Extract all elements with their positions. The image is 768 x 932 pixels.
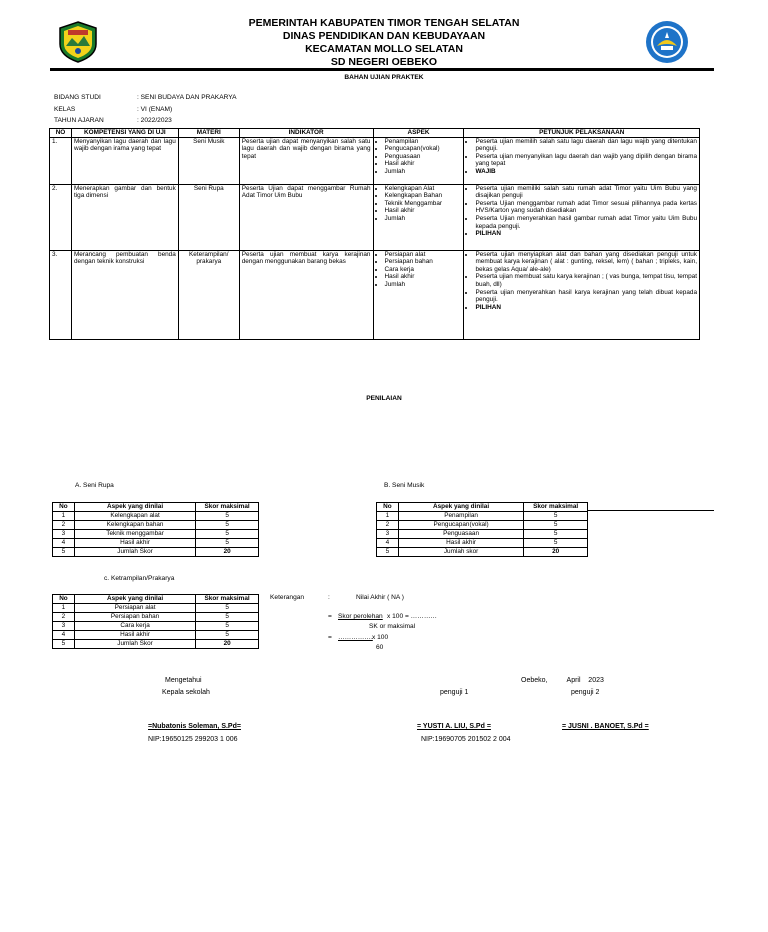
exam-table (49, 128, 700, 340)
row-petunjuk (464, 250, 700, 339)
kepala-sekolah-nip: NIP:19650125 299203 1 006 (148, 736, 238, 743)
cell-skor: 5 (196, 631, 259, 640)
aspek-item: • Pengucapan(vokal) (385, 145, 462, 153)
table-row (377, 548, 588, 557)
row-no: 1. (50, 137, 72, 184)
table-row (377, 512, 588, 521)
seni-musik-title: B. Seni Musik (384, 482, 425, 489)
formula-blank: ……………. (338, 634, 373, 641)
cell-no: 2 (377, 521, 399, 530)
document-subtitle: BAHAN UJIAN PRAKTEK (344, 74, 424, 81)
keterampilan-table (52, 594, 259, 649)
col-header: ASPEK (373, 129, 464, 138)
row-kompetensi: Menyanyikan lagu daerah dan lagu wajib dengan irama yang tepat (71, 137, 178, 184)
cell-no: 3 (53, 622, 75, 631)
petunjuk-item: • Peserta Ujian menyerahkan hasil gambar rumah adat Timor yaitu Uim Bubu kepada penguji. (475, 215, 697, 230)
col-header: Skor maksimal (196, 595, 259, 604)
penguji-2-label: penguji 2 (571, 689, 600, 696)
cell-skor: 5 (196, 604, 259, 613)
cell-aspek: Penguasaan (398, 530, 523, 539)
aspek-item: • Teknik Menggambar (385, 200, 462, 208)
row-indikator: Peserta ujian dapat menyanyikan salah satu lagu daerah dan wajib dengan birama yang tepat (239, 137, 373, 184)
header-rule (50, 68, 714, 71)
table-row (53, 539, 259, 548)
petunjuk-note: • PILIHAN (475, 230, 697, 238)
cell-skor: 20 (196, 548, 259, 557)
col-header: No (377, 503, 399, 512)
tahun-label: TAHUN AJARAN (54, 117, 104, 124)
cell-no: 4 (377, 539, 399, 548)
nilai-akhir-label: Nilai Akhir ( NA ) (356, 594, 404, 601)
row-materi: Keterampilan/ prakarya (178, 250, 239, 339)
cell-skor: 5 (524, 530, 588, 539)
table-row (377, 521, 588, 530)
table-row (53, 640, 259, 649)
row-materi: Seni Rupa (178, 184, 239, 250)
tahun-value: : 2022/2023 (137, 117, 172, 124)
table-row (53, 613, 259, 622)
cell-skor: 5 (196, 512, 259, 521)
formula-numerator: Skor perolehan (338, 613, 383, 620)
kepala-sekolah-name: =Nubatonis Soleman, S.Pd= (148, 723, 241, 730)
petunjuk-item: • Peserta ujian membuat satu karya kerajinan ; ( vas bunga, tempat tisu, tempat buah, dll) (475, 273, 697, 288)
cell-skor: 5 (196, 539, 259, 548)
header-line-3: KECAMATAN MOLLO SELATAN (305, 43, 463, 55)
row-no: 3. (50, 250, 72, 339)
cell-no: 3 (377, 530, 399, 539)
cell-aspek: Jumlah Skor (74, 548, 195, 557)
formula-eq-2: = (328, 634, 332, 641)
cell-no: 5 (377, 548, 399, 557)
aspek-item: • Jumlah (385, 168, 462, 176)
petunjuk-item: • Peserta ujian memiliki salah satu rumah adat Timor yaitu Uim Bubu yang disajikan penguji (475, 185, 697, 200)
cell-skor: 20 (524, 548, 588, 557)
penguji-1-name (417, 723, 491, 730)
formula-denominator-2: 60 (376, 644, 384, 651)
aspek-item: • Hasil akhir (385, 207, 462, 215)
cell-skor: 5 (524, 521, 588, 530)
col-header: NO (50, 129, 72, 138)
kelas-label: KELAS (54, 106, 76, 113)
petunjuk-item: • Peserta Ujian menggambar rumah adat Timor sesuai pilihannya pada kertas HVS/Karton yang sudah disediakan (475, 200, 697, 215)
table-header-row (50, 129, 700, 138)
row-indikator: Peserta Ujian dapat menggambar Rumah Adat Timor Uim Bubu (239, 184, 373, 250)
seni-musik-table (376, 502, 588, 557)
table-header-row (377, 503, 588, 512)
header-line-4: SD NEGERI OEBEKO (330, 56, 438, 68)
keterangan-colon: : (328, 594, 330, 601)
table-row (53, 631, 259, 640)
cell-no: 4 (53, 539, 75, 548)
table-row (53, 622, 259, 631)
aspek-item: • Jumlah (385, 281, 462, 289)
penilaian-title: PENILAIAN (366, 395, 402, 402)
cell-skor: 5 (196, 530, 259, 539)
kepala-sekolah-label: Kepala sekolah (162, 689, 210, 696)
petunjuk-item: • Peserta ujian memilih salah satu lagu daerah dan lagu wajib yang ditentukan penguji. (475, 138, 697, 153)
table-header-row (53, 595, 259, 604)
cell-aspek: Penampilan (398, 512, 523, 521)
penguji-2-name: = JUSNI . BANOET, S.Pd = (562, 723, 649, 730)
col-header: KOMPETENSI YANG DI UJI (71, 129, 178, 138)
aspek-item: • Jumlah (385, 215, 462, 223)
cell-aspek: Cara kerja (74, 622, 195, 631)
aspek-item: • Persiapan bahan (385, 258, 462, 266)
row-aspek (373, 250, 464, 339)
row-kompetensi: Menerapkan gambar dan bentuk tiga dimensi (71, 184, 178, 250)
table-row (53, 521, 259, 530)
seni-rupa-table (52, 502, 259, 557)
cell-no: 5 (53, 548, 75, 557)
cell-aspek: Kelengkapan bahan (74, 521, 195, 530)
row-petunjuk (464, 137, 700, 184)
table-row (53, 604, 259, 613)
petunjuk-item: • Peserta ujian menyerahkan hasil karya kerajinan yang telah dibuat kepada penguji. (475, 289, 697, 304)
row-materi: Seni Musik (178, 137, 239, 184)
petunjuk-note: • WAJIB (475, 168, 697, 176)
table-row (50, 137, 700, 184)
place-date: Oebeko, April 2023 (521, 677, 604, 684)
cell-no: 1 (377, 512, 399, 521)
col-header: MATERI (178, 129, 239, 138)
cell-skor: 5 (196, 521, 259, 530)
cell-no: 5 (53, 640, 75, 649)
kelas-value: : VI (ENAM) (137, 106, 173, 113)
cell-aspek: Jumlah skor (398, 548, 523, 557)
cell-aspek: Hasil akhir (74, 631, 195, 640)
table-row (50, 250, 700, 339)
row-petunjuk (464, 184, 700, 250)
bidang-value: : SENI BUDAYA DAN PRAKARYA (137, 94, 237, 101)
col-header: Aspek yang dinilai (398, 503, 523, 512)
row-aspek (373, 184, 464, 250)
penguji-1-label: penguji 1 (440, 689, 469, 696)
cell-aspek: Hasil akhir (74, 539, 195, 548)
cell-no: 1 (53, 604, 75, 613)
cell-no: 1 (53, 512, 75, 521)
cell-skor: 20 (196, 640, 259, 649)
aspek-item: • Penampilan (385, 138, 462, 146)
petunjuk-note: • PILIHAN (475, 304, 697, 312)
table-row (50, 184, 700, 250)
cell-skor: 5 (524, 512, 588, 521)
divider-line (588, 510, 714, 511)
petunjuk-item: • Peserta ujian menyiapkan alat dan bahan yang disediakan penguji untuk membuat karya kerajinan ( alat : gunting, reksel, lem) ( bahan ; tripleks, kain, bekas gelas Aqua/ ale-ale) (475, 251, 697, 274)
petunjuk-item: • Peserta ujian menyanyikan lagu daerah dan wajib yang dipilih dengan birama yang tepat (475, 153, 697, 168)
table-header-row (53, 503, 259, 512)
formula-eq-1: = (328, 613, 332, 620)
cell-aspek: Pengucapan(vokal) (398, 521, 523, 530)
penguji-1-name-text: = YUSTI A. LIU, S.Pd = (417, 723, 491, 730)
col-header: Aspek yang dinilai (74, 595, 195, 604)
col-header: No (53, 503, 75, 512)
cell-aspek: Persiapan bahan (74, 613, 195, 622)
row-aspek (373, 137, 464, 184)
aspek-item: • Kelengkapan Bahan (385, 192, 462, 200)
aspek-item: • Persiapan alat (385, 251, 462, 259)
keterampilan-title: c. Ketrampilan/Prakarya (104, 575, 175, 582)
cell-aspek: Kelengkapan alat (74, 512, 195, 521)
header-line-1: PEMERINTAH KABUPATEN TIMOR TENGAH SELATAN (248, 17, 520, 29)
cell-aspek: Persiapan alat (74, 604, 195, 613)
row-no: 2. (50, 184, 72, 250)
mengetahui-label: Mengetahui (165, 677, 202, 684)
cell-skor: 5 (196, 622, 259, 631)
formula-denominator: SK or maksimal (369, 623, 416, 630)
col-header: PETUNJUK PELAKSANAAN (464, 129, 700, 138)
col-header: INDIKATOR (239, 129, 373, 138)
table-row (377, 539, 588, 548)
formula-rest-2: x 100 (372, 634, 389, 641)
aspek-item: • Penguasaan (385, 153, 462, 161)
bidang-label: BIDANG STUDI (54, 94, 101, 101)
col-header: No (53, 595, 75, 604)
cell-aspek: Teknik menggambar (74, 530, 195, 539)
seni-rupa-title: A. Seni Rupa (75, 482, 114, 489)
cell-no: 2 (53, 613, 75, 622)
cell-no: 3 (53, 530, 75, 539)
cell-skor: 5 (524, 539, 588, 548)
row-indikator: Peserta ujian membuat karya kerajinan dengan menggunakan barang bekas (239, 250, 373, 339)
cell-aspek: Hasil akhir (398, 539, 523, 548)
col-header: Skor maksimal (524, 503, 588, 512)
aspek-item: • Kelengkapan Alat (385, 185, 462, 193)
col-header: Skor maksimal (196, 503, 259, 512)
table-row (53, 548, 259, 557)
keterangan-label: Keterangan (270, 594, 305, 601)
table-row (53, 512, 259, 521)
table-row (377, 530, 588, 539)
cell-skor: 5 (196, 613, 259, 622)
aspek-item: • Hasil akhir (385, 273, 462, 281)
aspek-item: • Cara kerja (385, 266, 462, 274)
table-row (53, 530, 259, 539)
formula-rest-1: x 100 = ………… (387, 613, 438, 620)
col-header: Aspek yang dinilai (74, 503, 195, 512)
penguji-1-nip: NIP:19690705 201502 2 004 (421, 736, 511, 743)
row-kompetensi: Merancang pembuatan benda dengan teknik konstruksi (71, 250, 178, 339)
cell-no: 4 (53, 631, 75, 640)
header-line-2: DINAS PENDIDIKAN DAN KEBUDAYAAN (282, 30, 486, 42)
aspek-item: • Hasil akhir (385, 160, 462, 168)
cell-aspek: Jumlah Skor (74, 640, 195, 649)
cell-no: 2 (53, 521, 75, 530)
